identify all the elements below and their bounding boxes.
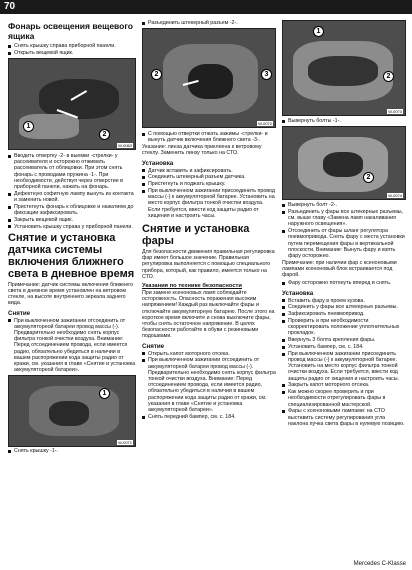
- list-item: При выключенном зажигании присоединить провод массы (-) к аккумуляторной батарее. Установить на место корпус фильтра тонкой очистки воздуха. Если требуется, ввести код защиты радио от хищения и настроить часы.: [142, 188, 276, 219]
- callout-2: 2: [383, 71, 394, 82]
- sensor-removal-steps: [8, 318, 136, 374]
- list-item: Установить крышку справа у приборной панели.: [8, 224, 136, 230]
- column-middle: [142, 20, 276, 421]
- photo-code: W-0072: [258, 121, 272, 127]
- list-item: При выключенном зажигании отсоединить от аккумуляторной батареи провод массы (-). Предварительно необходимо снять корпус фильтра тонкой очистки воздуха. Внимание: Перед отсоединением провода, если имеется радио, обязательно убедиться в наличии в вашем распоряжении кода защиты радио от кражи, см. указания в главе «Снятие и установка аккумуляторной батареи».: [142, 357, 276, 413]
- callout-3: 3: [261, 69, 272, 80]
- column-right: [282, 20, 406, 428]
- photo-glovebox-lamp: [8, 58, 136, 150]
- section-title-glovebox-lamp: Фонарь освещения вещевого ящика: [8, 21, 133, 41]
- callout-1: 1: [313, 26, 324, 37]
- section-title-daylight-sensor: Снятие и установка датчика системы включения ближнего света в дневное время: [8, 231, 135, 280]
- list-item: Зафиксировать пневмопривод.: [282, 311, 406, 317]
- sensor-steps-2: [142, 20, 276, 26]
- callout-2: 2: [151, 69, 162, 80]
- list-item: Вставить фару в проем кузова.: [282, 298, 406, 304]
- xenon-note: Примечание: при наличии фар с ксеноновыми лампами ксеноновый блок встраивается под фарой.: [282, 259, 397, 279]
- list-item: Фару осторожно потянуть вперед и снять.: [282, 280, 406, 286]
- headlamp-steps-3: [282, 280, 406, 286]
- photo-sensor-cover: [8, 375, 136, 447]
- photo-code: W-0071: [118, 440, 132, 446]
- headlamp-intro: Для безопасности движения правильная регулировка фар имеет большое значение. Правильная регулировка выполняется с помощью специального прибора, который, как правило, имеется только на СТО.: [142, 249, 275, 280]
- photo-code: W-0073: [388, 109, 402, 114]
- subheading-removal: Снятие: [142, 342, 165, 350]
- page-header-bar: [0, 0, 412, 14]
- photo-code: W-0063: [118, 143, 132, 148]
- subheading-removal: Снятие: [8, 309, 31, 317]
- glovebox-steps: [8, 43, 136, 56]
- sensor-steps-3: [142, 131, 276, 143]
- list-item: Снять передний бампер, см. с. 184.: [142, 414, 276, 420]
- photo-code: W-0074: [388, 193, 402, 199]
- list-item: Снять крышку справа приборной панели.: [8, 43, 136, 49]
- callout-2: 2: [363, 172, 374, 183]
- list-item: При выключенном зажигании присоединить провод массы (-) к аккумуляторной батарее. Установить на место корпус фильтра тонкой очистки воздуха. Если требуется, ввести код защиты радио от хищения и настроить часы.: [282, 351, 406, 382]
- subheading-safety: Указания по технике безопасности: [142, 283, 242, 290]
- list-item: Вводить отвертку -2- в выемки -стрелки- у рассеивателя и осторожно отжимать рассеиватель от облицовки. При этом снять фонарь с проводами пружина -1-. При необходимости, действуя через отверстие в приборной панели, нажать на фонарь.: [8, 153, 136, 190]
- list-item: Закрыть вещевой ящик.: [8, 217, 136, 223]
- list-item: Соединить штекерный разъем датчика.: [142, 174, 276, 180]
- headlamp-steps-2: [282, 202, 406, 259]
- page-number: 70: [4, 1, 16, 12]
- callout-1: 1: [23, 121, 34, 132]
- list-item: Фары с ксеноновыми лампами: на СТО выставить систему регулирования угла наклона пучка света фары в нулевую позицию.: [282, 408, 406, 427]
- photo-headlamp-bolts: [282, 20, 406, 116]
- subheading-installation: Установка: [142, 159, 174, 167]
- list-item: Вывернуть болты -1-.: [282, 118, 406, 124]
- photo-sensor-connector: [142, 28, 276, 128]
- list-item: Пристегнуть фонарь к облицовке и нажатием до фиксации зафиксировать.: [8, 204, 136, 216]
- list-item: Пристегнуть и поджать крышку.: [142, 181, 276, 187]
- sensor-lens-note: Указание: линза датчика приклеена к ветровому стеклу. Заменить линзу только на СТО.: [142, 144, 262, 157]
- list-item: Открыть вещевой ящик.: [8, 50, 136, 56]
- list-item: Разъединить штекерный разъем -2-.: [142, 20, 276, 26]
- safety-text: При замене ксеноновых ламп соблюдайте осторожность. Опасность поражения высоким напряжением! Каждый раз выключайте фары и отключайте аккумуляторную батарею. После этого на короткое время включите и снова выключите фары, чтобы снять остаточное напряжение. В целях безопасности работайте в обуви с резиновыми подошвами.: [142, 290, 275, 340]
- headlamp-steps: [282, 118, 406, 124]
- list-item: Проверить и при необходимости скорректировать положение уплотнительных прокладок.: [282, 318, 406, 337]
- list-item: Вывернуть болт -2-.: [282, 202, 406, 208]
- column-left: [8, 20, 136, 457]
- sensor-install-steps: [142, 168, 276, 219]
- list-item: Как можно скорее проверить и при необходимости отрегулировать фары в специализированной мастерской.: [282, 389, 406, 408]
- list-item: Установить бампер, см. с. 184.: [282, 344, 406, 350]
- list-item: При выключенном зажигании отсоединить от аккумуляторной батареи провод массы (-). Предварительно необходимо снять корпус фильтра тонкой очистки воздуха. Внимание: Перед отсоединением провода, если имеется радио, обязательно убедиться в наличии в вашем распоряжении кода защиты радио от кражи, см. указания в главе «Снятие и установка аккумуляторной батареи».: [8, 318, 136, 374]
- callout-2: 2: [99, 129, 110, 140]
- subheading-installation: Установка: [282, 289, 314, 297]
- list-item: Закрыть капот моторного отсека.: [282, 382, 406, 388]
- glovebox-steps-2: [8, 153, 136, 230]
- list-item: Ввернуть 3 болта крепления фары.: [282, 337, 406, 343]
- headlamp-removal-steps: [142, 351, 276, 420]
- list-item: Отсоединить от фары шланг регулятора пневмопривода. Снять фару с места установки путем перемещения фары в вертикальной плоскости. Внимание: Вынуть фару и взять фару осторожно.: [282, 228, 406, 259]
- photo-caption: Снять крышку -1-.: [8, 448, 136, 454]
- sensor-note: Примечание: датчик системы включения ближнего света в дневное время установлен на ветровом стекле, на высоте внутреннего зеркала заднего вида.: [8, 281, 134, 307]
- section-title-headlamp: Снятие и установка фары: [142, 223, 250, 248]
- list-item: Открыть капот моторного отсека.: [142, 351, 276, 357]
- list-item: Разъединить у фары все штекерные разъемы, см. выше главу «Замена ламп накаливания наружного освещения».: [282, 209, 406, 228]
- photo-headlamp-bolt-2: [282, 126, 406, 200]
- list-item: Соединить у фары все штекерные разъемы.: [282, 304, 406, 310]
- list-item: Датчик вставить и зафиксировать.: [142, 168, 276, 174]
- headlamp-steps-4: [282, 408, 406, 427]
- footer-brand: Mercedes C-Klasse: [353, 561, 406, 567]
- headlamp-install-steps: [282, 298, 406, 408]
- callout-1: 1: [99, 388, 110, 399]
- list-item: Дефектную софитную лампу вынуть из контакта и заменить новой.: [8, 191, 136, 203]
- list-item: С помощью отвертки отжать зажимы -стрелки- и вынуть датчик включения ближнего света -3-.: [142, 131, 276, 143]
